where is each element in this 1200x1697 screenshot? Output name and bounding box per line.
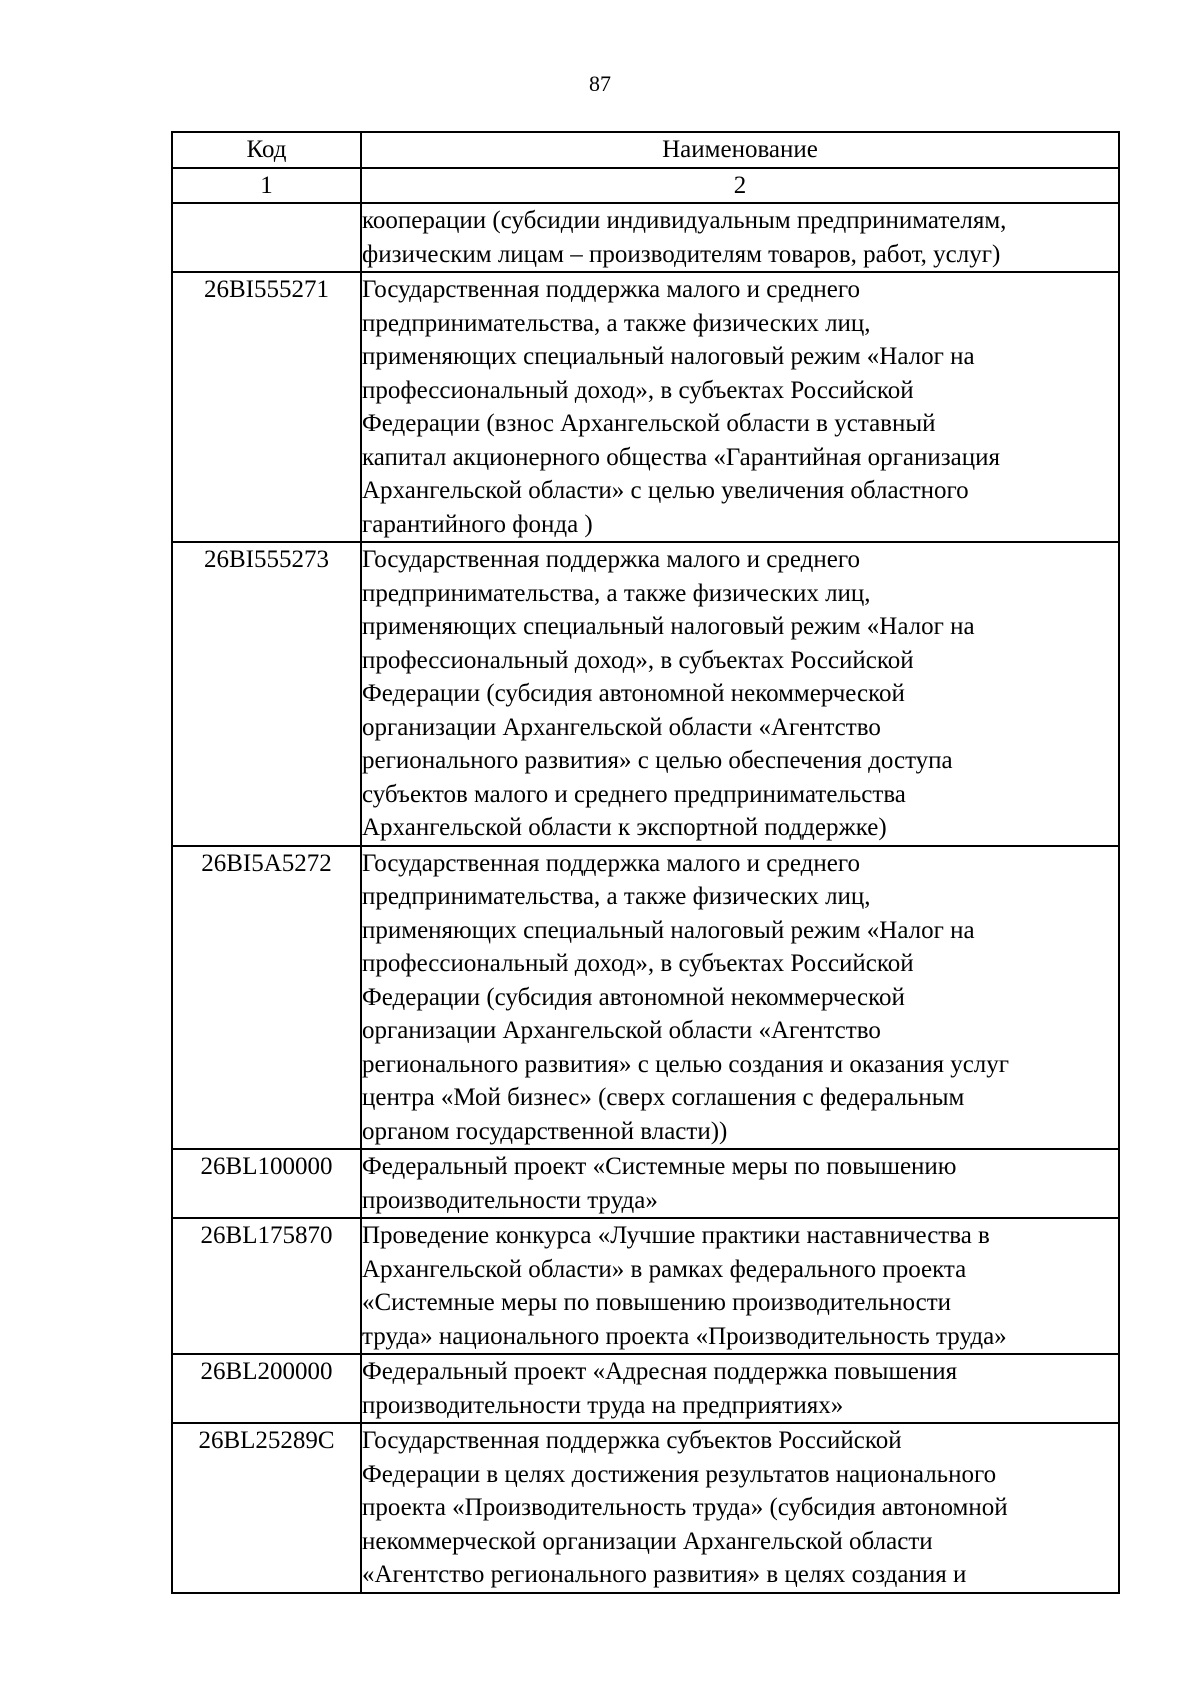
row-name [361,1423,1119,1593]
header-code: Код [172,132,361,168]
row-name-line: регионального развития» с целью обеспечения доступа [362,747,953,774]
row-name-line: физическим лицам – производителям товаров, работ, услуг) [362,240,1001,268]
row-name-line: кооперации (субсидии индивидуальным предпринимателям, [362,207,1007,234]
row-name [361,272,1119,542]
row-name-line: центра «Мой бизнес» (сверх соглашения с федеральным [362,1084,965,1111]
row-name-line: Государственная поддержка субъектов Российской [362,1427,902,1454]
column-number-1: 1 [172,168,361,204]
row-name [361,542,1119,846]
row-code: 26BI555271 [172,272,361,542]
column-number-row [172,168,1119,204]
row-name-line: субъектов малого и среднего предпринимательства [362,780,906,808]
row-name-line: гарантийного фонда ) [362,510,593,538]
row-name-line: производительности труда на предприятиях» [362,1391,844,1419]
table-row [172,1423,1119,1593]
row-name-line: Федерации (взнос Архангельской области в уставный [362,410,936,437]
row-name-line: проекта «Производительность труда» (субсидия автономной [362,1494,1008,1521]
row-name-line: органом государственной власти)) [362,1117,728,1145]
row-code: 26BL100000 [172,1149,361,1218]
table-row [172,846,1119,1150]
row-code: 26BI555273 [172,542,361,846]
row-name-line: Федерации в целях достижения результатов национального [362,1460,997,1488]
row-name-line: профессиональный доход», в субъектах Российской [362,950,914,977]
row-name [361,1218,1119,1354]
row-name-line: «Агентство регионального развития» в целях создания и [362,1561,967,1588]
row-code: 26BL25289C [172,1423,361,1593]
table-body [172,203,1119,1593]
row-name-line: Федеральный проект «Системные меры по повышению [362,1153,957,1180]
row-name-line: Федерации (субсидия автономной некоммерческой [362,680,905,707]
row-name-line: применяющих специальный налоговый режим «Налог на [362,916,975,944]
row-name-line: Государственная поддержка малого и среднего [362,276,860,303]
table-row [172,272,1119,542]
row-code: 26BL200000 [172,1354,361,1423]
row-name-line: применяющих специальный налоговый режим «Налог на [362,613,975,640]
table-header-row [172,132,1119,168]
row-name-line: некоммерческой организации Архангельской области [362,1527,933,1555]
row-name-line: производительности труда» [362,1186,658,1214]
row-name-line: Государственная поддержка малого и среднего [362,546,860,573]
table-row [172,203,1119,272]
table-row [172,1218,1119,1354]
header-name: Наименование [361,132,1119,168]
budget-codes-table [171,131,1120,1594]
row-name-line: профессиональный доход», в субъектах Российской [362,646,914,674]
page-number: 87 [589,71,611,96]
row-name-line: предпринимательства, а также физических лиц, [362,309,871,337]
column-number-2: 2 [361,168,1119,204]
row-name-line: Архангельской области» в рамках федерального проекта [362,1255,967,1283]
row-name [361,846,1119,1150]
row-name-line: Архангельской области» с целью увеличения областного [362,477,969,504]
row-name [361,203,1119,272]
row-name-line: Архангельской области к экспортной поддержке) [362,814,887,841]
row-name-line: организации Архангельской области «Агентство [362,713,881,741]
row-name-line: регионального развития» с целью создания и оказания услуг [362,1050,1010,1078]
row-name-line: профессиональный доход», в субъектах Российской [362,376,914,404]
table-row [172,1354,1119,1423]
row-name-line: предпринимательства, а также физических лиц, [362,883,871,910]
table-row [172,1149,1119,1218]
row-name-line: Государственная поддержка малого и среднего [362,849,860,877]
row-name-line: капитал акционерного общества «Гарантийная организация [362,443,1000,471]
row-name-line: Проведение конкурса «Лучшие практики наставничества в [362,1222,990,1249]
row-name-line: «Системные меры по повышению производительности [362,1289,952,1316]
row-name-line: труда» национального проекта «Производительность труда» [362,1322,1007,1350]
row-code [172,203,361,272]
row-name-line: Федеральный проект «Адресная поддержка повышения [362,1358,958,1385]
row-name-line: Федерации (субсидия автономной некоммерческой [362,983,905,1011]
row-name-line: предпринимательства, а также физических лиц, [362,579,871,607]
table-row [172,542,1119,846]
row-name [361,1354,1119,1423]
row-name-line: применяющих специальный налоговый режим «Налог на [362,343,975,370]
row-name-line: организации Архангельской области «Агентство [362,1017,881,1044]
row-code: 26BL175870 [172,1218,361,1354]
row-name [361,1149,1119,1218]
row-code: 26BI5A5272 [172,846,361,1150]
